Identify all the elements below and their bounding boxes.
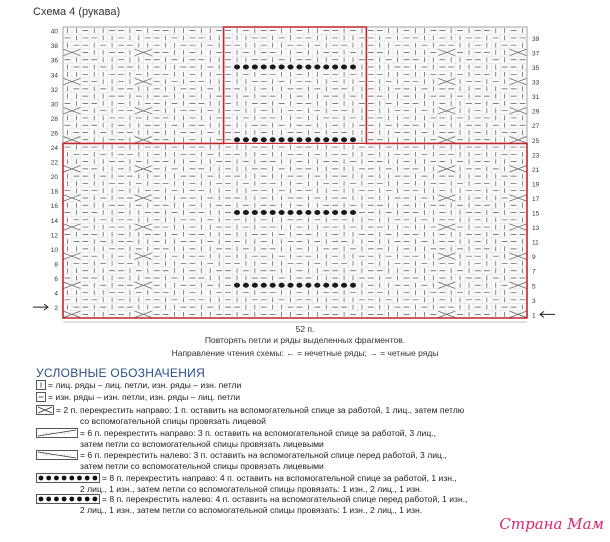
row-label-right: 27 — [532, 123, 540, 131]
row-label-right: 21 — [532, 166, 540, 174]
legend-item — [36, 380, 241, 391]
legend-text: = 8 п. перекрестить направо: 4 п. оставить на вспомогательной спице за работой, 1 изн., — [102, 473, 457, 483]
cable-dot — [261, 137, 267, 142]
cable-dot — [341, 65, 347, 70]
row-label-left: 12 — [50, 232, 58, 240]
cable-dot — [270, 283, 276, 288]
cable-dot — [243, 283, 249, 288]
legend-item — [36, 405, 464, 426]
row-label-right: 1 — [532, 312, 536, 320]
cable-dot — [234, 137, 240, 142]
cable-dot — [261, 283, 267, 288]
cable-dot — [314, 283, 320, 288]
row-label-right: 3 — [532, 297, 536, 305]
logo-text: Страна Мам — [499, 515, 604, 533]
cross-8-left-icon — [36, 494, 100, 504]
cable-dot — [332, 65, 338, 70]
cable-dot — [305, 137, 311, 142]
cable-dot — [234, 210, 240, 215]
cable-dot — [305, 65, 311, 70]
cable-dot — [305, 210, 311, 215]
legend-text: = лиц. ряды – лиц. петли, изн. ряды – изн. петли — [48, 380, 242, 390]
cable-dot — [323, 283, 329, 288]
legend-item — [36, 392, 240, 403]
legend-heading: УСЛОВНЫЕ ОБОЗНАЧЕНИЯ — [36, 366, 206, 380]
row-label-right: 15 — [532, 210, 540, 218]
row-label-left: 30 — [50, 101, 58, 109]
cable-dot — [332, 210, 338, 215]
row-label-right: 25 — [532, 137, 540, 145]
cable-dot — [270, 137, 276, 142]
chart-gridlines — [63, 27, 527, 318]
cable-dot — [341, 283, 347, 288]
cable-dot — [296, 210, 302, 215]
row-label-left: 40 — [50, 28, 58, 36]
cable-dot — [305, 283, 311, 288]
legend-text-continued: затем петли со вспомогательной спицы провязать лицевыми — [80, 438, 324, 449]
cable-dot — [252, 210, 258, 215]
cable-dot — [350, 283, 356, 288]
cable-dot — [296, 65, 302, 70]
row-label-left: 14 — [50, 217, 58, 225]
row-label-left: 10 — [50, 246, 58, 254]
cable-dot — [288, 283, 294, 288]
arrow-right-icon — [33, 304, 48, 310]
cable-dot — [296, 283, 302, 288]
cable-dot — [252, 283, 258, 288]
cable-dot — [332, 283, 338, 288]
row-label-right: 9 — [532, 254, 536, 262]
cable-dot — [288, 65, 294, 70]
legend-text-continued: со вспомогательной спицы провязать лицевой — [80, 415, 266, 426]
knit-icon — [36, 380, 46, 390]
row-label-left: 34 — [50, 72, 58, 80]
cable-dot — [323, 210, 329, 215]
row-label-left: 6 — [54, 275, 58, 283]
cable-dot — [234, 65, 240, 70]
width-label: 52 п. — [295, 324, 315, 334]
purl-icon — [36, 392, 46, 402]
row-label-left: 16 — [50, 203, 58, 211]
row-label-right: 31 — [532, 94, 540, 102]
cable-dot — [270, 210, 276, 215]
cable-dot — [288, 210, 294, 215]
row-label-right: 13 — [532, 225, 540, 233]
repeat-note: Повторять петли и ряды выделенных фрагментов. — [204, 335, 406, 345]
legend-item — [36, 428, 436, 449]
legend-text: = изн. ряды – изн. петли, изн. ряды – лиц. петли — [48, 392, 241, 402]
legend-text: = 6 п. перекрестить направо: 3 п. оставить на вспомогательной спице за работой, 3 лиц., — [80, 428, 437, 438]
row-label-left: 38 — [50, 43, 58, 51]
cross-8-right-icon — [36, 473, 100, 483]
legend-text: = 2 п. перекрестить направо: 1 п. оставить на вспомогательной спице за работой, 1 лиц., затем петлю — [56, 405, 465, 415]
cable-dot — [314, 210, 320, 215]
cable-dot — [296, 137, 302, 142]
row-label-right: 11 — [532, 239, 539, 247]
row-label-right: 17 — [532, 195, 540, 203]
cable-dot — [323, 137, 329, 142]
cable-dot — [279, 65, 285, 70]
cable-dot — [243, 137, 249, 142]
row-label-left: 24 — [50, 145, 58, 153]
cable-dot — [332, 137, 338, 142]
cable-dot — [252, 65, 258, 70]
cross-2-icon — [36, 405, 54, 415]
cable-dot — [279, 283, 285, 288]
row-label-left: 22 — [50, 159, 58, 167]
chart-title: Схема 4 (рукава) — [33, 6, 121, 18]
cable-dot — [243, 65, 249, 70]
row-label-left: 26 — [50, 130, 58, 138]
legend-text: = 8 п. перекрестить налево: 4 п. оставить на вспомогательной спице перед работой, 1 изн., — [102, 494, 468, 504]
row-label-left: 32 — [50, 86, 58, 94]
cable-dot — [234, 283, 240, 288]
row-label-right: 7 — [532, 268, 536, 276]
cable-dot — [243, 210, 249, 215]
row-label-right: 23 — [532, 152, 540, 160]
cable-dot — [314, 65, 320, 70]
cable-dot — [350, 65, 356, 70]
row-label-left: 2 — [54, 305, 58, 313]
legend-text: = 6 п. перекрестить налево: 3 п. оставить на вспомогательной спице перед работой, 3 лиц., — [80, 450, 447, 460]
row-label-right: 39 — [532, 35, 540, 43]
direction-note: Направление чтения схемы: ← = нечетные ряды; → = четные ряды — [171, 348, 439, 358]
site-logo — [499, 515, 604, 533]
row-label-left: 20 — [50, 174, 58, 182]
cable-dot — [341, 137, 347, 142]
legend-item — [36, 473, 457, 494]
cable-dot — [350, 137, 356, 142]
row-label-left: 4 — [54, 290, 58, 298]
cable-dot — [279, 137, 285, 142]
row-label-right: 29 — [532, 108, 540, 116]
legend-text-continued: 2 лиц., 1 изн., затем петли со вспомогательной спицы провязать: 1 изн., 2 лиц., 1 изн. — [80, 483, 423, 494]
row-label-left: 18 — [50, 188, 58, 196]
cable-dot — [323, 65, 329, 70]
row-label-right: 33 — [532, 79, 540, 87]
row-label-right: 19 — [532, 181, 540, 189]
row-label-left: 36 — [50, 57, 58, 65]
cable-dot — [314, 137, 320, 142]
cable-dot — [341, 210, 347, 215]
cable-dot — [261, 210, 267, 215]
row-label-right: 5 — [532, 283, 536, 291]
legend-item — [36, 494, 467, 515]
legend-text-continued: 2 лиц., 1 изн., затем петли со вспомогательной спицы провязать: 1 изн., 2 лиц., 1 изн. — [80, 504, 423, 515]
row-label-left: 28 — [50, 115, 58, 123]
cable-dot — [279, 210, 285, 215]
row-label-right: 35 — [532, 65, 540, 73]
row-label-right: 37 — [532, 50, 540, 58]
cross-6-right-icon — [36, 428, 78, 438]
row-label-left: 8 — [54, 261, 58, 269]
arrow-left-icon — [540, 311, 555, 317]
cable-dot — [252, 137, 258, 142]
cable-dot — [261, 65, 267, 70]
cross-6-left-icon — [36, 450, 78, 460]
cable-dot — [270, 65, 276, 70]
cable-dot — [288, 137, 294, 142]
legend-text-continued: затем петли со вспомогательной спицы провязать лицевыми — [80, 460, 324, 471]
cable-dot — [350, 210, 356, 215]
legend-item — [36, 450, 447, 471]
